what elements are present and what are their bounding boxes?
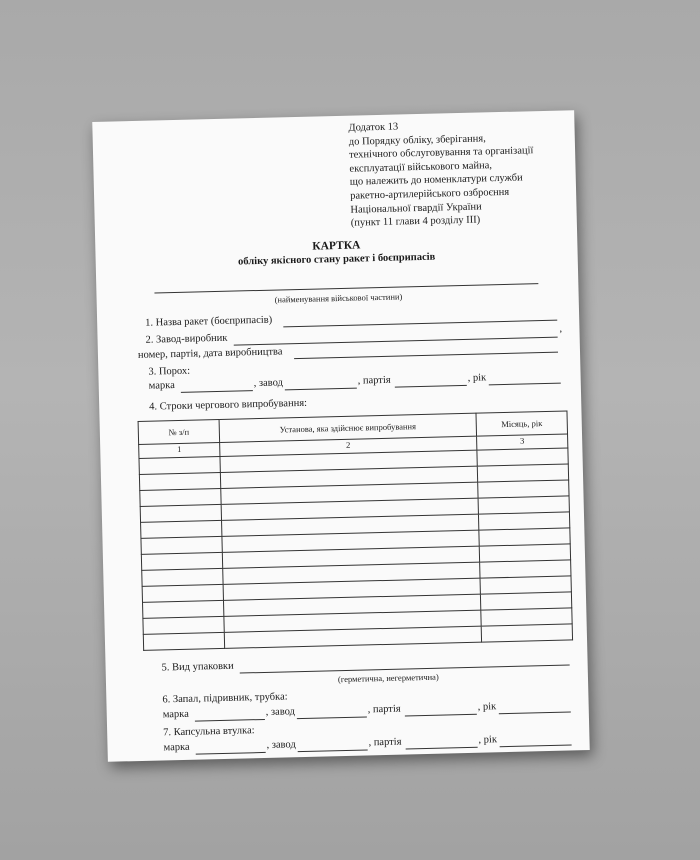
field-3-rik-line[interactable]	[489, 383, 561, 386]
card-title: КАРТКА	[312, 239, 361, 253]
field-6-rik-line[interactable]	[499, 711, 571, 714]
header-number: № з/п	[138, 419, 220, 444]
field-3-marka-line[interactable]	[181, 390, 253, 393]
field-2-comma: ,	[559, 323, 563, 335]
table-cell[interactable]	[141, 536, 222, 554]
header-institution: Установа, яка здійснює випробування	[219, 413, 476, 442]
field-2b-line[interactable]	[294, 352, 558, 359]
field-7-rik: , рік	[478, 734, 498, 746]
annex-line: Додаток 13	[348, 121, 399, 134]
field-2-label: 2. Завод-виробник	[145, 332, 228, 346]
field-6-rik: , рік	[477, 701, 497, 713]
field-2b-label: номер, партія, дата виробництва	[137, 346, 283, 361]
field-7-marka: марка	[163, 741, 190, 754]
table-cell[interactable]	[143, 632, 224, 650]
document-page	[92, 110, 589, 762]
field-4-label: 4. Строки чергового випробування:	[149, 397, 308, 413]
field-7-marka-line[interactable]	[196, 752, 266, 755]
annex-line: експлуатації військового майна,	[349, 160, 493, 175]
column-number: 2	[220, 436, 477, 456]
field-5-caption: (герметична, негерметична)	[337, 671, 439, 685]
field-6-zavod: , завод	[265, 706, 296, 718]
field-3-zavod-line[interactable]	[285, 388, 357, 391]
annex-line: технічного обслуговування та організації	[349, 145, 534, 161]
annex-line: до Порядку обліку, зберігання,	[348, 132, 486, 148]
field-6-partiia: , партія	[367, 703, 401, 716]
field-7-rik-line[interactable]	[500, 744, 572, 747]
field-3-partiia-line[interactable]	[395, 385, 467, 388]
field-3-label: 3. Порох:	[148, 365, 191, 378]
card-subtitle: обліку якісного стану ракет і боєприпасів	[237, 251, 436, 268]
field-7-partiia: , партія	[368, 736, 402, 749]
test-schedule-table	[138, 410, 573, 650]
field-7-zavod-line[interactable]	[298, 749, 368, 752]
column-number: 3	[477, 434, 568, 450]
table-cell[interactable]	[141, 552, 222, 570]
unit-caption: (найменування військової частини)	[274, 291, 403, 305]
table-cell[interactable]	[140, 488, 221, 506]
annex-line: Національної гвардії України	[350, 201, 482, 216]
field-3-marka: марка	[148, 380, 175, 392]
field-6-marka: марка	[162, 708, 189, 721]
annex-note	[348, 116, 571, 230]
field-6-marka-line[interactable]	[195, 719, 265, 722]
field-3-partiia: , партія	[357, 374, 391, 387]
field-7-label: 7. Капсульна втулка:	[163, 725, 255, 739]
field-5-label: 5. Вид упаковки	[161, 660, 234, 674]
field-3-rik: , рік	[467, 372, 487, 384]
field-7-zavod: , завод	[266, 739, 296, 751]
annex-line: що належить до номенклатури служби	[349, 172, 523, 189]
header-month-year: Місяць, рік	[476, 411, 568, 436]
field-1-line[interactable]	[283, 320, 557, 328]
column-number: 1	[139, 442, 220, 458]
annex-line: (пункт 11 глави 4 розділу III)	[350, 214, 481, 229]
field-6-label: 6. Запал, підривник, трубка:	[162, 691, 288, 706]
field-6-zavod-line[interactable]	[297, 716, 367, 719]
field-6-partiia-line[interactable]	[405, 714, 477, 717]
field-2-line[interactable]	[234, 337, 558, 346]
table-cell[interactable]	[143, 600, 224, 618]
field-3-zavod: , завод	[253, 377, 284, 390]
field-7-partiia-line[interactable]	[406, 747, 478, 750]
field-1-label: 1. Назва ракет (боєприпасів)	[145, 314, 273, 329]
annex-line: ракетно-артилерійського озброєння	[350, 186, 510, 202]
table-cell[interactable]	[481, 624, 572, 642]
